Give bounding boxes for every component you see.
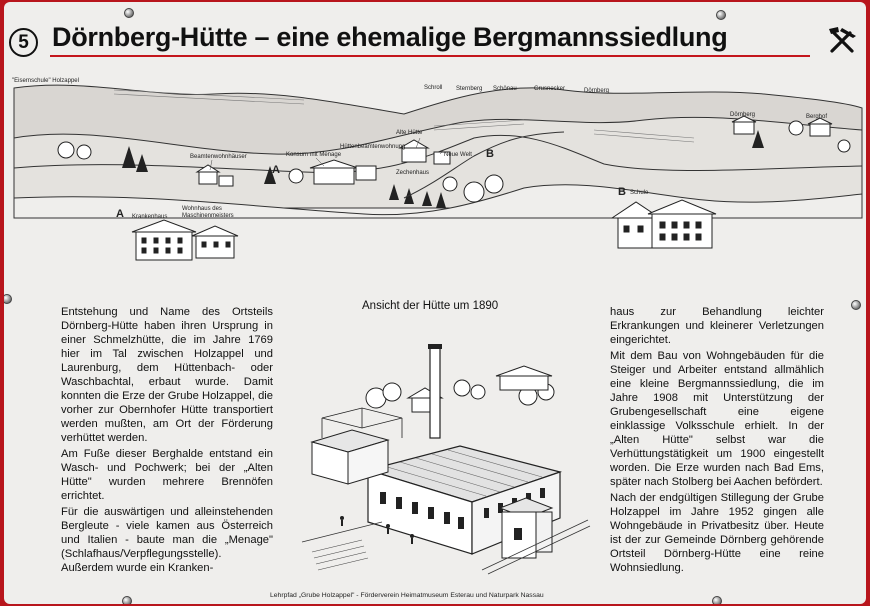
sign-board [4, 2, 866, 604]
screw-icon [716, 10, 726, 20]
marker-b-mid: B [486, 148, 494, 160]
text-column-right [610, 305, 824, 577]
paragraph: Nach der endgültigen Stillegung der Grube Holzappel im Jahre 1952 gingen alle Wohngebäude in Privatbesitz über. Heute ist der zur Gemeinde Dörnberg gehörende Ortsteil Dörnberg-Hütte eine reine Wohnsiedlung. [610, 492, 824, 574]
station-number: 5 [9, 28, 38, 57]
label-berghof: Berghof [806, 114, 828, 120]
label-huettenbeamtenwohnung: Hüttenbeamtenwohnung [340, 144, 406, 150]
label-alte-huette: Alte Hütte [396, 130, 423, 136]
marker-a-mid: A [272, 164, 280, 176]
paragraph: Entstehung und Name des Ortsteils Dörnberg-Hütte haben ihren Ursprung in einer Schmelzhütte, die im Jahre 1769 hier im Tal zwischen Holzappel und Laurenburg, dem Hüttenbach- oder Waschbachtal, erbaut wurde. Damit konnten die Erze der Grube Holzappel, die vorher zur Obernhofer Hütte transportiert werden mußten, am Ort der Förderung verhüttet werden. [61, 306, 273, 444]
footer-credit: Lehrpfad „Grube Holzappel" - Förderverein Heimatmuseum Esterau und Naturpark Nassau [270, 592, 544, 599]
screw-icon [712, 596, 722, 604]
paragraph: Für die auswärtigen und alleinstehenden Bergleute - viele kamen aus Österreich und Italien - baute man die „Menage" (Schlafhaus/Verpflegungsstelle). Außerdem wurde ein Kranken- [61, 506, 273, 574]
marker-b-right: B [618, 186, 626, 198]
text-column-left [61, 305, 273, 577]
panorama-illustration [4, 68, 866, 298]
title-underline [50, 55, 810, 57]
illustration-caption: Ansicht der Hütte um 1890 [362, 300, 499, 312]
marker-a-left: A [116, 208, 124, 220]
landscape-drawing [4, 68, 866, 298]
paragraph: Am Fuße dieser Berghalde entstand ein Wasch- und Pochwerk; bei der „Alten Hütte" wurden mehrere Brennöfen errichtet. [61, 448, 273, 502]
paragraph: Mit dem Bau von Wohngebäuden für die Steiger und Arbeiter entstand allmählich eine kleine Bergmannssiedlung, die im Jahre 1908 mit Unterstützung der Grubengesellschaft eine eigene einklassige Volksschule erhielt. In der „Alten Hütte" selbst war die Verhüttungstätigkeit um 1900 eingestellt worden. Die Erze wurden nach Bad Ems, später nach Stolberg bei Aachen befördert. [610, 350, 824, 488]
label-dornberg: Dörnberg [730, 112, 756, 118]
hammer-and-pick-icon [826, 24, 858, 56]
label-dornberg-top: Dörnberg [584, 88, 610, 94]
screw-icon [122, 596, 132, 604]
label-beamtenwohnhaeuser: Beamtenwohnhäuser [190, 154, 247, 160]
screw-icon [851, 300, 861, 310]
label-zechenhaus: Zechenhaus [396, 170, 430, 176]
header [4, 22, 866, 62]
screw-icon [124, 8, 134, 18]
label-schule: Schule [630, 190, 649, 196]
label-schroll: Schroll [424, 85, 443, 91]
label-konsum: Konsum mit Menage [286, 152, 342, 158]
label-top-left: "Eisernschule" Holzappel [12, 78, 79, 84]
paragraph: haus zur Behandlung leichter Erkrankungen und kleinerer Verletzungen eingerichtet. [610, 306, 824, 346]
label-schoenau: Schönau [493, 86, 517, 92]
label-wohnhaus: Wohnhaus des Maschinenmeisters [182, 206, 234, 219]
smelter-illustration [292, 322, 592, 590]
label-neue-welt: Neue Welt [444, 152, 472, 158]
label-gruesnecker: Grusnecker [534, 86, 566, 92]
page-title: Dörnberg-Hütte – eine ehemalige Bergmannssiedlung [52, 22, 728, 52]
label-sternberg: Sternberg [456, 86, 483, 92]
label-krankenhaus: Krankenhaus [132, 214, 168, 220]
